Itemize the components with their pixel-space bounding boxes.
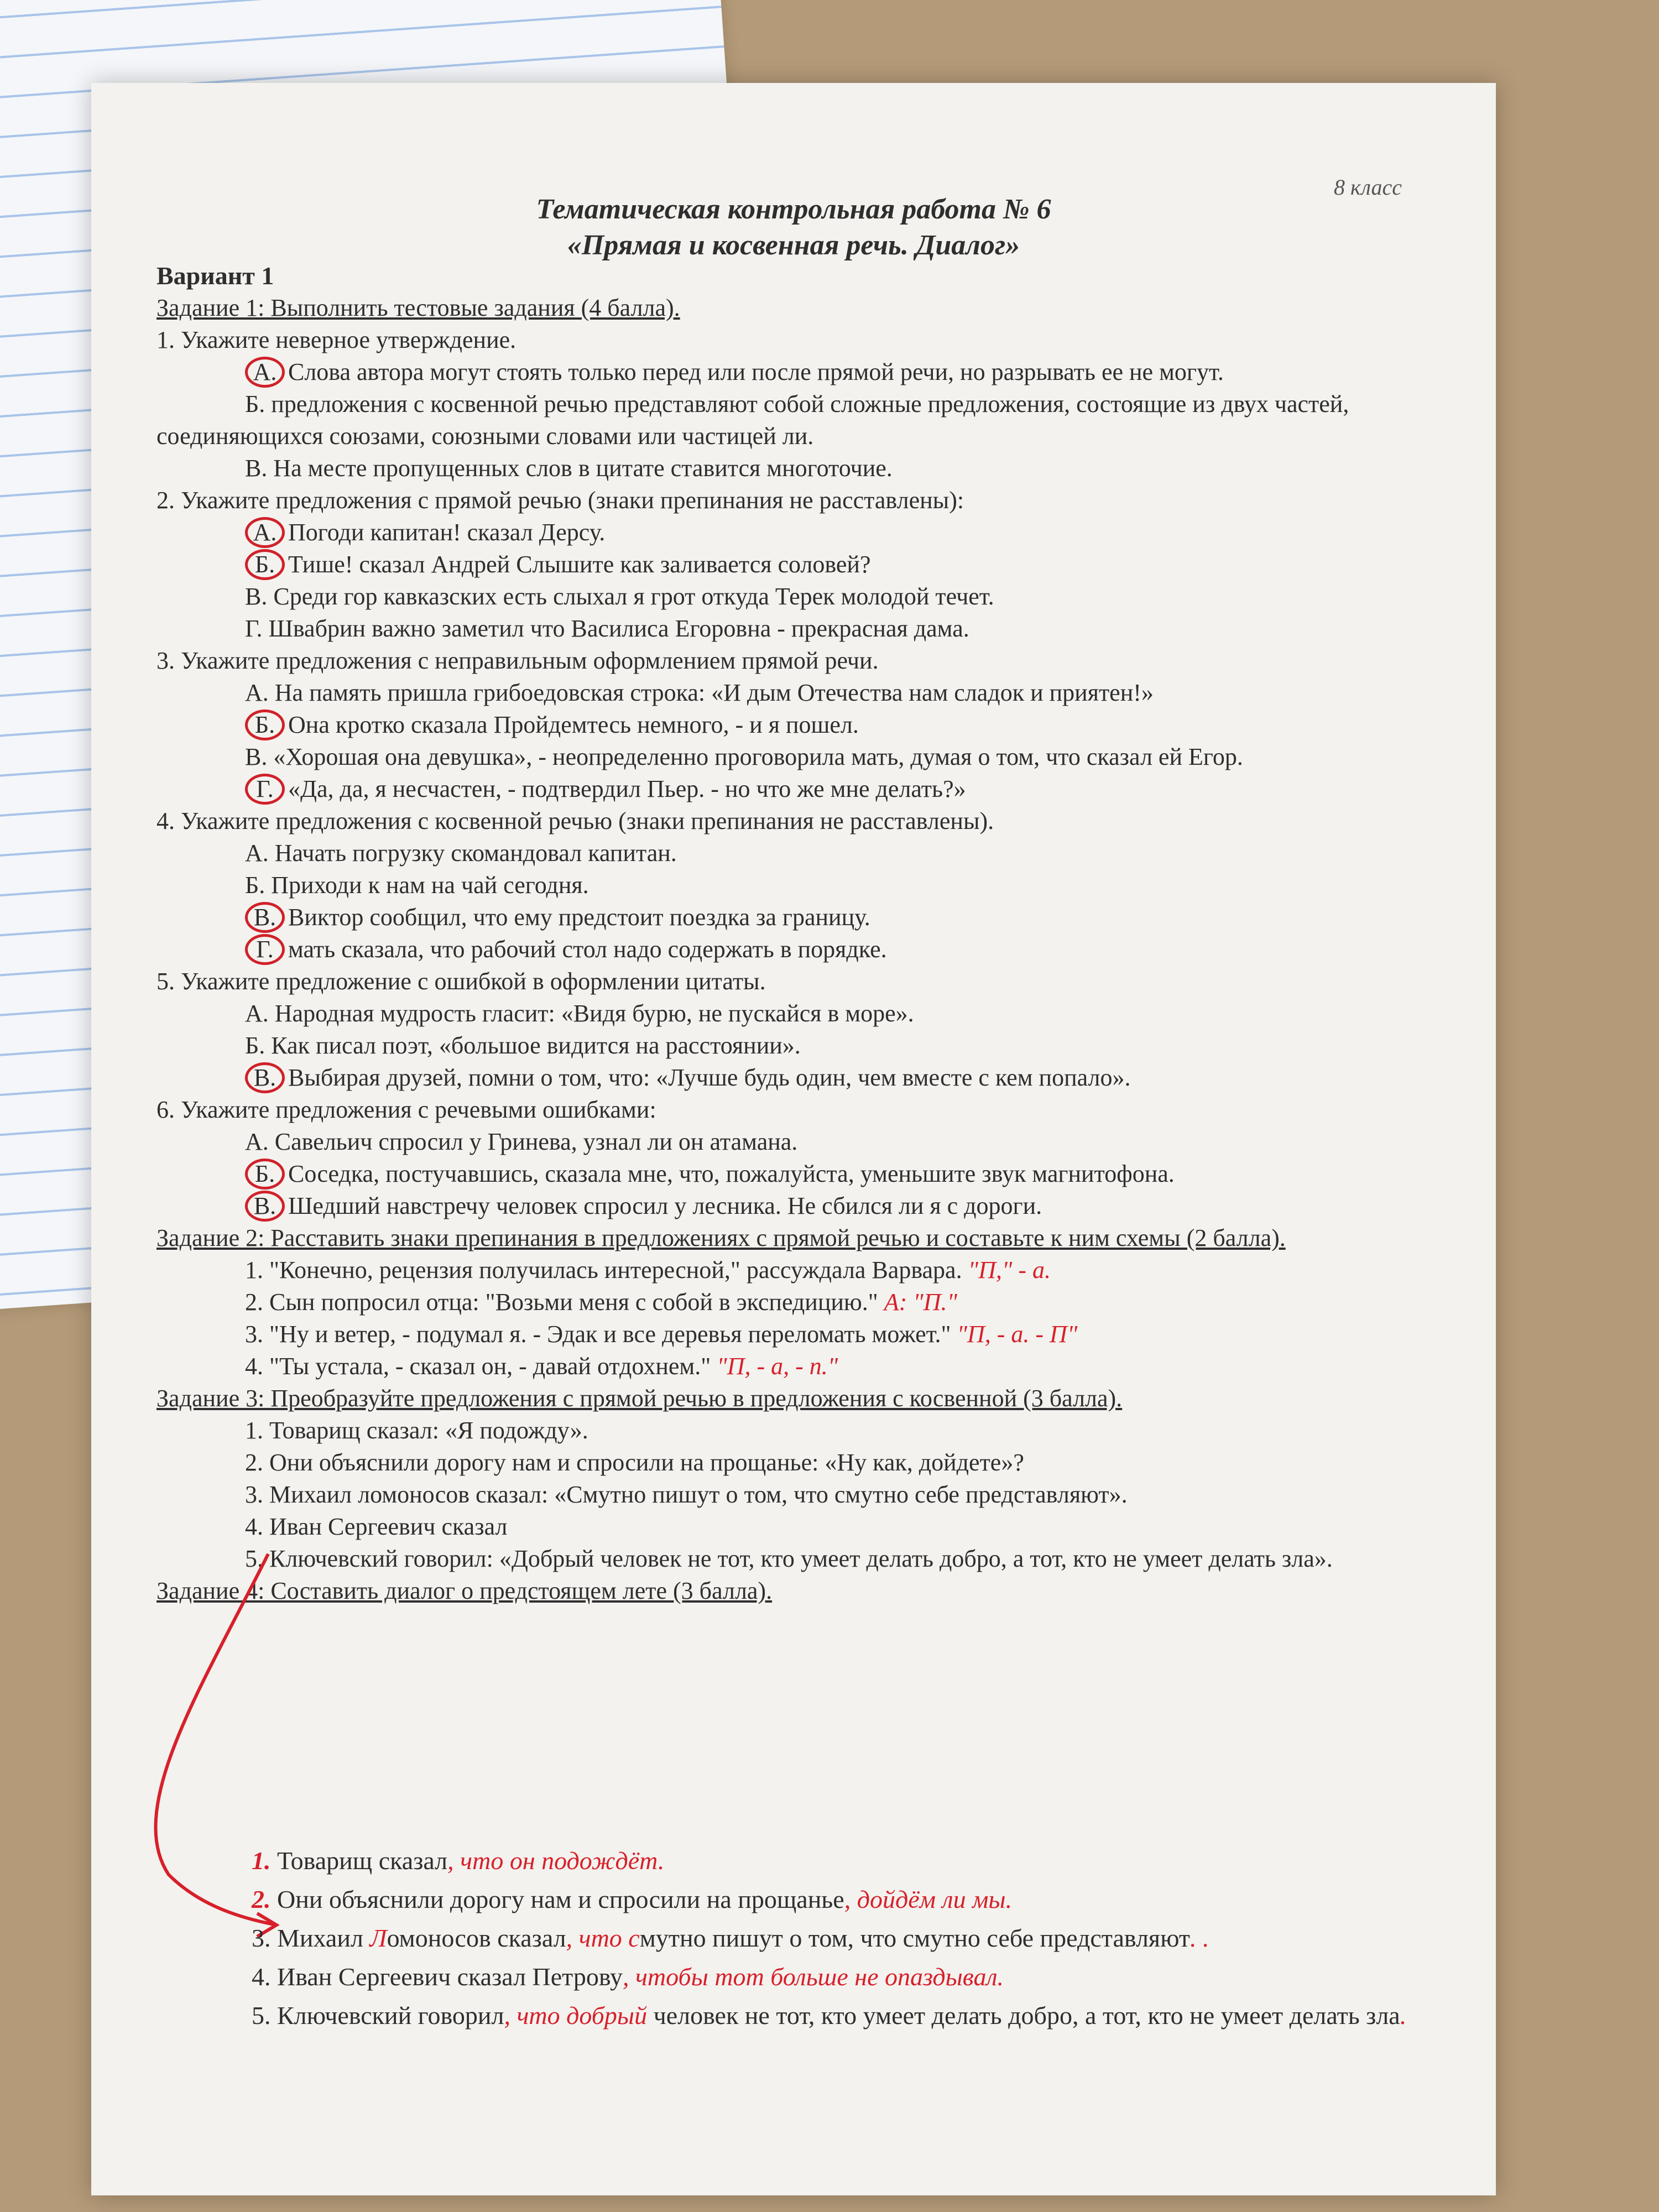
q2-text: 2. Укажите предложения с прямой речью (знаки препинания не расставлены):: [156, 487, 964, 514]
handwritten-scheme: "П, - а, - п.": [717, 1353, 838, 1380]
task2-heading: Задание 2: Расставить знаки препинания в предложениях с прямой речью и составьте к ним схемы (2 балла).: [156, 1224, 1286, 1251]
answer-line: 2. Они объяснили дорогу нам и спросили на прощанье, дойдём ли мы.: [252, 1885, 1013, 1913]
answer-line: 5. Ключевский говорил, что добрый человек не тот, кто умеет делать добро, а тот, кто не умеет делать зла.: [252, 2001, 1407, 2030]
q2-option-c: В. Среди гор кавказских есть слыхал я грот откуда Терек молодой течет.: [245, 583, 994, 610]
q6-option-a: А. Савельич спросил у Гринева, узнал ли он атамана.: [245, 1128, 798, 1155]
answer-line: 4. Иван Сергеевич сказал Петрову, чтобы тот больше не опаздывал.: [252, 1963, 1004, 1991]
answer-circle: Б.: [245, 549, 285, 580]
answer-circle: Г.: [245, 934, 285, 965]
task3-item: 2. Они объяснили дорогу нам и спросили на прощанье: «Ну как, дойдете»?: [245, 1449, 1024, 1476]
task3-item: 4. Иван Сергеевич сказал: [245, 1513, 508, 1540]
q4-option-d: Г. мать сказала, что рабочий стол надо содержать в порядке.: [245, 933, 1428, 966]
answer-circle: А.: [245, 357, 285, 388]
task4-heading: Задание 4: Составить диалог о предстоящем лете (3 балла).: [156, 1577, 773, 1604]
answer-circle: В.: [245, 902, 285, 933]
q2-option-d: Г. Швабрин важно заметил что Василиса Егоровна - прекрасная дама.: [245, 615, 969, 642]
test-sheet: [91, 83, 1496, 2195]
q3-option-c: В. «Хорошая она девушка», - неопределенно проговорила мать, думая о том, что сказал ей Егор.: [245, 743, 1243, 770]
q3-option-b: Б. Она кротко сказала Пройдемтесь немного, - и я пошел.: [245, 709, 1428, 741]
answer-line: 1. Товарищ сказал, что он подождёт.: [252, 1846, 665, 1875]
answer-circle: Б.: [245, 1159, 285, 1190]
q5-text: 5. Укажите предложение с ошибкой в оформлении цитаты.: [156, 968, 766, 995]
handwritten-scheme: А: "П.": [884, 1288, 958, 1316]
task1-heading: Задание 1: Выполнить тестовые задания (4 балла).: [156, 294, 680, 321]
variant-label: Вариант 1: [156, 262, 274, 290]
q4-option-b: Б. Приходи к нам на чай сегодня.: [245, 872, 589, 899]
task3-item: 1. Товарищ сказал: «Я подожду».: [245, 1417, 588, 1444]
task2-item: 1. "Конечно, рецензия получилась интересной," рассуждала Варвара. "П," - а.: [245, 1256, 1051, 1284]
q2-option-b: Б. Тише! сказал Андрей Слышите как заливается соловей?: [245, 549, 1428, 581]
answer-circle: А.: [245, 517, 285, 548]
q6-option-c: В. Шедший навстречу человек спросил у лесника. Не сбился ли я с дороги.: [245, 1190, 1428, 1222]
q5-option-a: А. Народная мудрость гласит: «Видя бурю, не пускайся в море».: [245, 1000, 914, 1027]
answer-circle: В.: [245, 1191, 285, 1222]
q1-option-a: А. Слова автора могут стоять только перед или после прямой речи, но разрывать ее не могут.: [245, 356, 1428, 388]
q6-text: 6. Укажите предложения с речевыми ошибками:: [156, 1096, 656, 1123]
title-line-2: «Прямая и косвенная речь. Диалог»: [567, 229, 1020, 261]
answer-circle: Г.: [245, 774, 285, 805]
task3-heading: Задание 3: Преобразуйте предложения с прямой речью в предложения с косвенной (3 балла).: [156, 1385, 1123, 1412]
task2-item: 2. Сын попросил отца: "Возьми меня с собой в экспедицию." А: "П.": [245, 1288, 958, 1316]
q3-option-d: Г. «Да, да, я несчастен, - подтвердил Пьер. - но что же мне делать?»: [245, 773, 1428, 805]
handwritten-scheme: "П, - а. - П": [957, 1321, 1078, 1348]
task2-item: 4. "Ты устала, - сказал он, - давай отдохнем." "П, - а, - п.": [245, 1353, 838, 1380]
q3-option-a: А. На память пришла грибоедовская строка: «И дым Отечества нам сладок и приятен!»: [245, 679, 1154, 706]
q5-option-b: Б. Как писал поэт, «большое видится на расстоянии».: [245, 1032, 801, 1059]
q1-option-b: Б. предложения с косвенной речью представляют собой сложные предложения, состоящие из двух частей, соединяющихся союзами, союзными словами или частицей ли.: [156, 390, 1349, 450]
q4-text: 4. Укажите предложения с косвенной речью (знаки препинания не расставлены).: [156, 807, 994, 834]
task3-item: 3. Михаил ломоносов сказал: «Смутно пишут о том, что смутно себе представляют».: [245, 1481, 1128, 1508]
q5-option-c: В. Выбирая друзей, помни о том, что: «Лучше будь один, чем вместе с кем попало».: [245, 1062, 1428, 1094]
task3-item: 5. Ключевский говорил: «Добрый человек не тот, кто умеет делать добро, а тот, кто не умеет делать зла».: [245, 1545, 1333, 1572]
answer-line: 3. Михаил Ломоносов сказал, что смутно пишут о том, что смутно себе представляют. .: [252, 1924, 1209, 1952]
q1-text: 1. Укажите неверное утверждение.: [156, 326, 517, 353]
title-line-1: Тематическая контрольная работа № 6: [536, 194, 1051, 225]
handwritten-answers: [252, 1841, 1468, 2035]
answer-circle: В.: [245, 1062, 285, 1093]
q4-option-c: В. Виктор сообщил, что ему предстоит поездка за границу.: [245, 901, 1428, 933]
q4-option-a: А. Начать погрузку скомандовал капитан.: [245, 839, 677, 867]
handwritten-scheme: "П," - а.: [968, 1256, 1051, 1284]
grade-label: 8 класс: [1334, 175, 1402, 200]
q1-option-c: В. На месте пропущенных слов в цитате ставится многоточие.: [245, 455, 893, 482]
task2-item: 3. "Ну и ветер, - подумал я. - Эдак и все деревья переломать может." "П, - а. - П": [245, 1321, 1078, 1348]
q6-option-b: Б. Соседка, постучавшись, сказала мне, что, пожалуйста, уменьшите звук магнитофона.: [245, 1158, 1428, 1190]
q3-text: 3. Укажите предложения с неправильным оформлением прямой речи.: [156, 647, 879, 674]
answer-circle: Б.: [245, 709, 285, 740]
q2-option-a: А. Погоди капитан! сказал Дерсу.: [245, 517, 1428, 549]
